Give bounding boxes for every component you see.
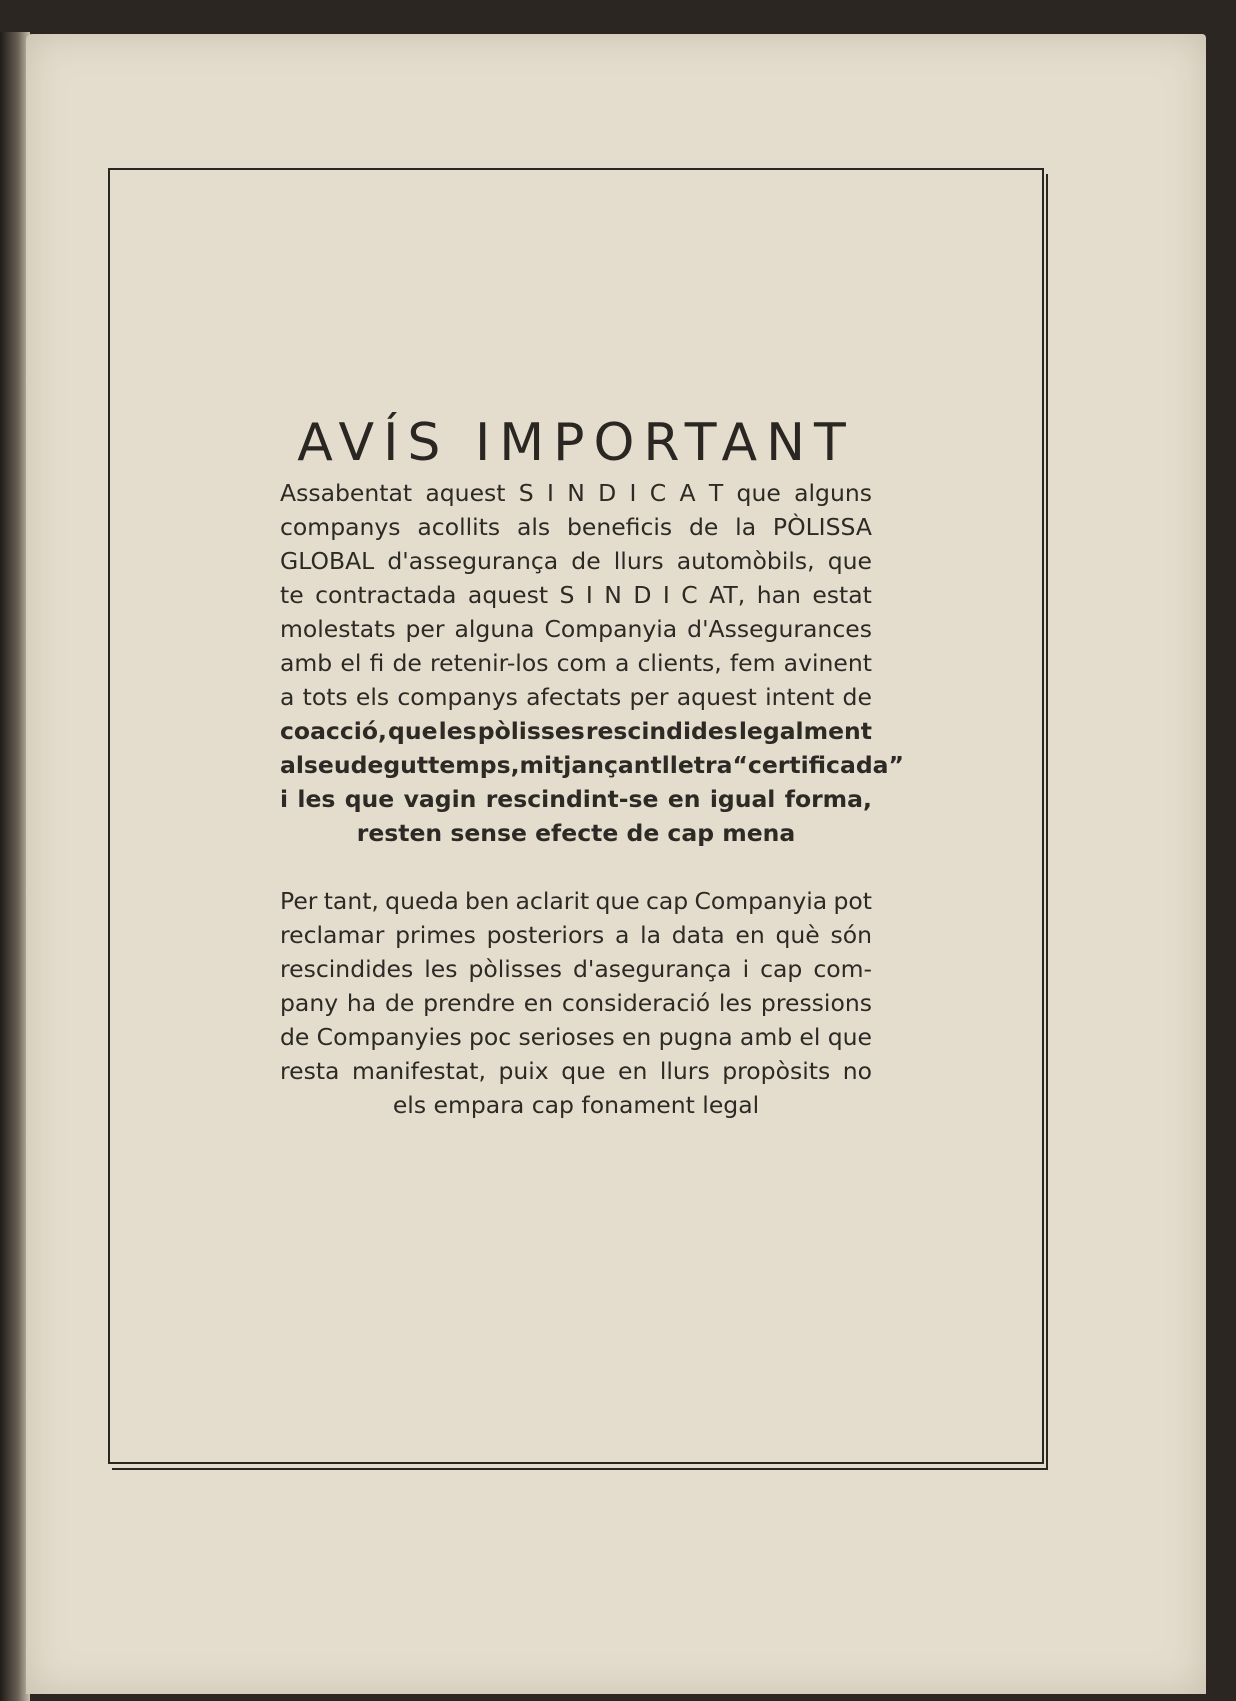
- word: de: [392, 649, 422, 677]
- word: i: [280, 785, 289, 813]
- word: el: [340, 649, 362, 677]
- word: tant,: [323, 887, 379, 915]
- word: companys: [397, 683, 518, 711]
- word: que: [561, 1057, 606, 1085]
- word: amb: [739, 1023, 793, 1051]
- word: ben: [465, 887, 510, 915]
- word: seu: [303, 751, 351, 779]
- text-line: [280, 646, 872, 680]
- word: cap: [645, 887, 689, 915]
- word: que: [827, 1023, 872, 1051]
- text-line: [280, 1054, 872, 1088]
- word: pressions: [760, 989, 872, 1017]
- word: Companyia: [544, 615, 678, 643]
- word: S: [559, 581, 575, 609]
- word: les: [297, 785, 336, 813]
- text-line: [280, 544, 872, 578]
- word: Companyia: [694, 887, 828, 915]
- word: a: [280, 683, 295, 711]
- word: resta: [280, 1057, 340, 1085]
- text-line: [280, 510, 872, 544]
- word: te: [280, 581, 304, 609]
- word: fi: [369, 649, 385, 677]
- word: pot: [833, 887, 872, 915]
- word: Assabentat: [280, 479, 413, 507]
- word: I: [585, 581, 593, 609]
- word: D: [598, 479, 617, 507]
- word: i: [742, 955, 750, 983]
- word: alguna: [454, 615, 535, 643]
- word: com: [556, 649, 607, 677]
- word: en: [523, 989, 554, 1017]
- word: N: [567, 479, 585, 507]
- word: no: [842, 1057, 872, 1085]
- word: vagin: [403, 785, 477, 813]
- word: forma,: [784, 785, 872, 813]
- text-line: [280, 680, 872, 714]
- word: les: [438, 717, 477, 745]
- text-line-bold: [280, 714, 872, 748]
- word: que: [344, 785, 395, 813]
- text-line: [280, 918, 872, 952]
- word: a: [614, 649, 630, 677]
- word: propòsits: [722, 1057, 831, 1085]
- word: al: [280, 751, 304, 779]
- word: en: [667, 785, 701, 813]
- word: Companyies: [316, 1023, 462, 1051]
- word: D: [633, 581, 652, 609]
- text-line: [280, 986, 872, 1020]
- word: consideració: [561, 989, 711, 1017]
- word: de: [384, 989, 415, 1017]
- word: I: [629, 479, 637, 507]
- word: reclamar: [280, 921, 385, 949]
- word: rescindides: [280, 955, 414, 983]
- word: poc: [468, 1023, 512, 1051]
- text-line: [280, 578, 872, 612]
- word: que: [736, 479, 781, 507]
- word: manifestat,: [351, 1057, 486, 1085]
- word: beneficis: [566, 513, 673, 541]
- word: què: [775, 921, 820, 949]
- word: llurs: [659, 1057, 710, 1085]
- word: cap: [760, 955, 803, 983]
- word: igual: [709, 785, 776, 813]
- word: posteriors: [486, 921, 605, 949]
- word: d'asegurança: [573, 955, 732, 983]
- word: intent: [765, 683, 835, 711]
- word: han: [756, 581, 801, 609]
- word: aclarit: [515, 887, 590, 915]
- line-text: els empara cap fonament legal: [392, 1091, 760, 1119]
- word: la: [640, 921, 662, 949]
- text-line: [280, 612, 872, 646]
- text-line: [280, 952, 872, 986]
- word: en: [618, 1057, 648, 1085]
- word: I: [662, 581, 670, 609]
- word: als: [516, 513, 551, 541]
- word: PÒLISSA: [772, 513, 872, 541]
- word: aquest: [676, 683, 757, 711]
- word: A: [679, 479, 696, 507]
- word: primes: [395, 921, 476, 949]
- word: pòlisses: [477, 717, 585, 745]
- text-line: [280, 476, 872, 510]
- word: contractada: [315, 581, 457, 609]
- word: rescindides: [585, 717, 738, 745]
- word: en: [735, 921, 765, 949]
- word: N: [604, 581, 622, 609]
- notice-title: AVÍS IMPORTANT: [297, 412, 855, 473]
- word: I: [547, 479, 554, 507]
- word: GLOBAL: [280, 547, 375, 575]
- text-line: [280, 884, 872, 918]
- text-line-bold: [280, 748, 904, 782]
- word: mitjançant: [519, 751, 662, 779]
- word: Per: [280, 887, 318, 915]
- word: de: [688, 513, 719, 541]
- word: com-: [813, 955, 872, 983]
- word: degut: [350, 751, 429, 779]
- word: de: [571, 547, 601, 575]
- word: lletra: [661, 751, 733, 779]
- word: tots: [302, 683, 348, 711]
- word: de: [842, 683, 872, 711]
- word: companys: [280, 513, 401, 541]
- word: rescindint-se: [485, 785, 659, 813]
- word: el: [799, 1023, 821, 1051]
- line-text: resten sense efecte de cap mena: [356, 819, 796, 847]
- word: que: [827, 547, 872, 575]
- text-line: [280, 1088, 872, 1122]
- word: afectats: [526, 683, 622, 711]
- word: amb: [280, 649, 333, 677]
- text-line-bold: [280, 816, 872, 850]
- text-line-bold: [280, 782, 872, 816]
- word: per: [405, 615, 445, 643]
- word: d'Assegurances: [687, 615, 872, 643]
- word: en: [621, 1023, 652, 1051]
- word: de: [280, 1023, 310, 1051]
- word: acollits: [417, 513, 501, 541]
- word: pany: [280, 989, 339, 1017]
- word: clients,: [637, 649, 722, 677]
- word: legalment: [738, 717, 872, 745]
- word: S: [518, 479, 534, 507]
- word: AT,: [709, 581, 746, 609]
- word: que: [595, 887, 640, 915]
- word: d'assegurança: [387, 547, 559, 575]
- word: automòbils,: [676, 547, 815, 575]
- word: temps,: [428, 751, 520, 779]
- text-line: [280, 1020, 872, 1054]
- word: T: [708, 479, 724, 507]
- word: la: [735, 513, 757, 541]
- word: molestats: [280, 615, 396, 643]
- word: pugna: [658, 1023, 733, 1051]
- notice-paragraph-2: [280, 884, 872, 1122]
- word: “certificada”: [732, 751, 904, 779]
- word: retenir-los: [429, 649, 549, 677]
- word: serioses: [518, 1023, 615, 1051]
- word: estat: [812, 581, 872, 609]
- word: que: [388, 717, 438, 745]
- word: aquest: [425, 479, 506, 507]
- word: a: [614, 921, 630, 949]
- notice-paragraph-1: [280, 476, 904, 850]
- word: les: [718, 989, 753, 1017]
- word: pòlisses: [468, 955, 563, 983]
- word: llurs: [613, 547, 664, 575]
- word: coacció,: [280, 717, 387, 745]
- word: puix: [498, 1057, 549, 1085]
- word: data: [671, 921, 725, 949]
- word: fem: [729, 649, 776, 677]
- word: són: [830, 921, 872, 949]
- word: els: [355, 683, 390, 711]
- word: les: [424, 955, 458, 983]
- word: queda: [385, 887, 459, 915]
- word: C: [681, 581, 698, 609]
- word: per: [629, 683, 669, 711]
- word: aquest: [467, 581, 549, 609]
- word: alguns: [794, 479, 872, 507]
- word: avinent: [783, 649, 872, 677]
- word: ha: [346, 989, 377, 1017]
- word: prendre: [423, 989, 516, 1017]
- word: C: [649, 479, 667, 507]
